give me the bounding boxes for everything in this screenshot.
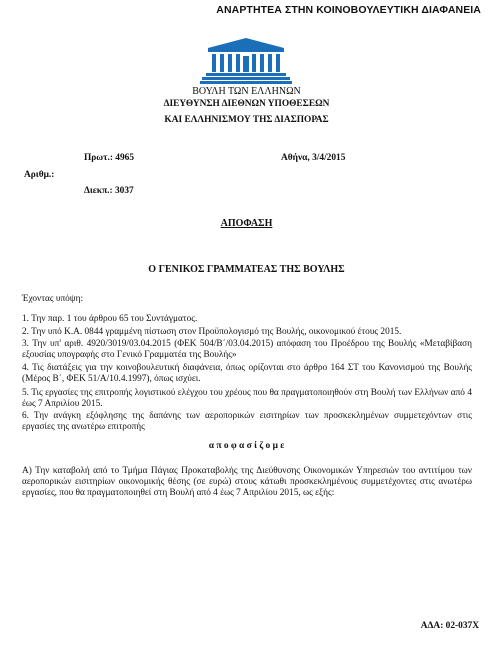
consideration-6: 6. Την ανάγκη εξόφλησης της δαπάνης των αεροπορικών εισιτηρίων των προσκεκλημένων συμμετεχόντων στις εργασίες της ανωτέρω επιτροπής — [22, 411, 472, 432]
directorate-line-2: ΚΑΙ ΕΛΛΗΝΙΣΜΟΥ ΤΗΣ ΔΙΑΣΠΟΡΑΣ — [164, 115, 329, 125]
consideration-5: 5. Τις εργασίες της επιτροπής λογιστικού ελέγχου του χρέους που θα πραγματοποιηθούν στη Βουλή των Ελλήνων από 4 έως 7 Απριλίου 2015. — [22, 388, 472, 409]
arith-label: Αριθμ.: — [24, 170, 55, 180]
decision-heading: α π ο φ α σ ί ζ ο μ ε — [208, 441, 285, 451]
protocol-number: Πρωτ.: 4965 — [84, 153, 135, 163]
document-subtitle: Ο ΓΕΝΙΚΟΣ ΓΡΑΜΜΑΤΕΑΣ ΤΗΣ ΒΟΥΛΗΣ — [148, 264, 345, 275]
transparency-banner: ΑΝΑΡΤΗΤΕΑ ΣΤΗΝ ΚΟΙΝΟΒΟΥΛΕΥΤΙΚΗ ΔΙΑΦΑΝΕΙΑ — [216, 4, 481, 16]
document-date: Αθήνα, 3/4/2015 — [281, 153, 346, 163]
diekp-number: Διεκπ.: 3037 — [84, 186, 134, 196]
consideration-3: 3. Την υπ' αριθ. 4920/3019/03.04.2015 (ΦΕΚ 504/Β΄/03.04.2015) απόφαση του Προέδρου της Βουλής «Μεταβίβαση εξουσίας υπογραφής στο Γενικό Γραμματέα της Βουλής» — [22, 339, 472, 360]
decision-a: Α) Την καταβολή από το Τμήμα Πάγιας Προκαταβολής της Διεύθυνσης Οικονομικών Υπηρεσιών του αντιτίμου των αεροπορικών εισιτηρίων οικονομικής θέσης (σε ευρώ) στους κάτωθι προσκεκλημένους συμμετέχοντες στις ανωτέρω εργασίες, που θα πραγματοποιηθεί στη Βουλή από 4 έως 7 Απριλίου 2015, ως εξής: — [22, 466, 472, 499]
intro-text: Έχοντας υπόψη: — [22, 294, 84, 304]
consideration-2: 2. Την υπό Κ.Α. 0844 γραμμένη πίστωση στον Προϋπολογισμό της Βουλής, οικονομικού έτους 2015. — [22, 327, 402, 337]
org-name: ΒΟΥΛΗ ΤΩΝ ΕΛΛΗΝΩΝ — [192, 86, 301, 97]
directorate-line-1: ΔΙΕΥΘΥΝΣΗ ΔΙΕΘΝΩΝ ΥΠΟΘΕΣΕΩΝ — [163, 99, 330, 109]
consideration-1: 1. Την παρ. 1 του άρθρου 65 του Συντάγματος. — [22, 314, 198, 324]
document-title: ΑΠΟΦΑΣΗ — [220, 218, 273, 229]
parliament-building-logo-icon — [200, 36, 292, 84]
consideration-4: 4. Τις διατάξεις για την κοινοβουλευτική διαφάνεια, όπως ορίζονται στο άρθρο 164 ΣΤ του Κανονισμού της Βουλής (Μέρος Β΄, ΦΕΚ 51/Α/10.4.1997), όπως ισχύει. — [22, 363, 472, 384]
ada-code: ΑΔΑ: 02-037Χ — [420, 621, 479, 631]
